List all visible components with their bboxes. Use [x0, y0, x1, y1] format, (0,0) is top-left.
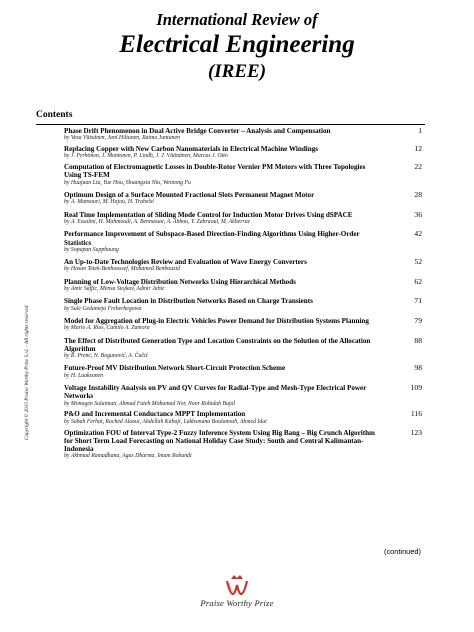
- toc-entry[interactable]: [64, 297, 422, 312]
- toc-entry-page: 36: [414, 209, 422, 219]
- contents-heading: Contents: [36, 110, 73, 120]
- toc-entry[interactable]: [64, 163, 422, 186]
- journal-title-line2: Electrical Engineering: [119, 31, 355, 58]
- toc-entry-page: 12: [414, 144, 422, 154]
- toc-entry-authors: by Hasan Tetek-Benhoussef, Mohamed Benbouzid: [64, 266, 180, 273]
- journal-abbreviation: (IREE): [207, 61, 267, 82]
- toc-entry-authors: by Vesa Väisänen, Jani Hiltunen, Raimo Juntunen: [64, 135, 180, 142]
- toc-entry-page: 1: [418, 126, 422, 135]
- toc-entry[interactable]: [64, 429, 422, 461]
- toc-entry-page: 116: [410, 409, 422, 419]
- toc-entry-page: 79: [414, 315, 422, 325]
- toc-entry-title: Optimization FOU of Interval Type-2 Fuzzy Inference System Using Big Bang – Big Crunch Algorithm for Short Term Load Forecasting on National Holiday Case Study: South and Central Kalimantan-Indonesia: [64, 428, 375, 454]
- toc-entry-title: The Effect of Distributed Generation Type and Location Constraints on the Solution of the Allocation Algorithm: [64, 336, 371, 353]
- toc-entry-authors: by Amir Saffic, Mensa Stojkov, Admir Jahic: [64, 286, 165, 293]
- toc-entry[interactable]: [64, 191, 422, 206]
- toc-entry-authors: by Mario A. Ríos, Camilo A. Zamora: [64, 325, 150, 332]
- toc-entry-page: 71: [414, 296, 422, 306]
- continued-label: (continued): [384, 547, 421, 556]
- toc-entry-authors: by A. Essalmi, H. Mahmoudi, A. Bennassar, A. Abbou, Y. Zahraoui, M. Akherraz: [64, 218, 250, 225]
- toc-entry-authors: by Sabah Ferhat, Rached Alaoui, Abdellah Kabaji, Lakhsmana Boulanouh, Ahmed Idai: [64, 418, 267, 425]
- toc-entry[interactable]: [64, 337, 422, 360]
- journal-header: [0, 10, 474, 83]
- toc-entry-authors: by J. Pyrhönen, J. Montonen, P. Lindh, J. J. Väänänen, Marcus J. Otto: [64, 153, 228, 160]
- toc-entry-authors: by Akhmad Ramadhana, Agus Dharma, Imam Robandi: [64, 453, 192, 460]
- toc-entry-authors: by R. Prenc, N. Bogunović, A. Čučić: [64, 353, 149, 360]
- toc-entry[interactable]: [64, 258, 422, 273]
- toc-entry-authors: by Monagen Sulaiman, Ahmad Fateh Mohamad Nor, Noor Rohidah Bujal: [64, 400, 236, 407]
- toc-entry-title: Voltage Instability Analysis on PV and QV Curves for Radial-Type and Mesh-Type Electrical Power Networks: [64, 384, 367, 401]
- toc-entry-page: 109: [410, 383, 422, 393]
- toc-entry-authors: by Sule Gedamejo Freberhegowa: [64, 305, 142, 312]
- toc-entry-authors: by Huajuan Liu, Yue Hou, Shuangxia Niu, Weinong Fu: [64, 179, 191, 186]
- copyright-vertical-note: Copyright © 2015 Praise Worthy Prize S.r.l. - All rights reserved: [24, 305, 30, 440]
- journal-title-line1: International Review of: [156, 10, 318, 29]
- toc-entry-title: P&O and Incremental Conductance MPPT Implementation: [64, 410, 246, 419]
- toc-entry-page: 88: [414, 335, 422, 345]
- toc-entry-title: Performance Improvement of Subspace-Based Direction-Finding Algorithms Using Higher-Order Statistics: [64, 230, 360, 247]
- toc-entry-page: 22: [414, 162, 422, 172]
- toc-entry-authors: by A. Mansouri, M. Hajou, H. Trabelsi: [64, 199, 154, 206]
- toc-entry-title: Real Time Implementation of Sliding Mode Control for Induction Motor Drives Using dSPACE: [64, 210, 353, 219]
- toc-entry-title: Phase Drift Phenomenon in Dual Active Bridge Converter – Analysis and Compensation: [64, 127, 331, 135]
- toc-entry-page: 52: [414, 257, 422, 267]
- contents-divider: [36, 124, 425, 125]
- toc-entry-page: 28: [414, 190, 422, 200]
- toc-entry-title: Single Phase Fault Location in Distribution Networks Based on Charge Transients: [64, 297, 313, 306]
- toc-entry-title: An Up-to-Date Technologies Review and Evaluation of Wave Energy Converters: [64, 258, 307, 267]
- toc-entry-page: 98: [414, 363, 422, 373]
- toc-entry-page: 42: [414, 229, 422, 239]
- toc-entry-page: 123: [410, 427, 422, 437]
- publisher-logo: [191, 573, 283, 608]
- toc-entry[interactable]: [64, 127, 422, 142]
- toc-entry[interactable]: [64, 364, 422, 379]
- toc-entry-page: 62: [414, 276, 422, 286]
- toc-entry-title: Replacing Copper with New Carbon Nanomaterials in Electrical Machine Windings: [64, 145, 318, 154]
- toc-entry[interactable]: [64, 145, 422, 160]
- toc-entry-title: Future-Proof MV Distribution Network Short-Circuit Protection Scheme: [64, 364, 286, 373]
- toc-entry[interactable]: [64, 211, 422, 226]
- publisher-name: Praise Worthy Prize: [200, 598, 274, 608]
- crown-w-icon: [191, 573, 283, 597]
- toc-entry[interactable]: [64, 410, 422, 425]
- toc-entry-authors: by H. Laaksonen: [64, 372, 104, 379]
- toc-entry[interactable]: [64, 230, 422, 253]
- toc-entry[interactable]: [64, 317, 422, 332]
- toc-entry-title: Optimum Design of a Surface Mounted Fractional Slots Permanent Magnet Motor: [64, 191, 315, 200]
- table-of-contents: [64, 127, 422, 464]
- toc-entry-title: Model for Aggregation of Plug-in Electric Vehicles Power Demand for Distribution Systems Planning: [64, 316, 369, 325]
- toc-entry[interactable]: [64, 384, 422, 407]
- toc-entry-title: Computation of Electromagnetic Losses in Double-Rotor Vernier PM Motors with Three Topologies Using TS-FEM: [64, 163, 366, 180]
- toc-entry-authors: by Sopapan Supphaung: [64, 246, 119, 253]
- toc-entry-title: Planning of Low-Voltage Distribution Networks Using Hierarchical Methods: [64, 277, 296, 286]
- toc-entry[interactable]: [64, 278, 422, 293]
